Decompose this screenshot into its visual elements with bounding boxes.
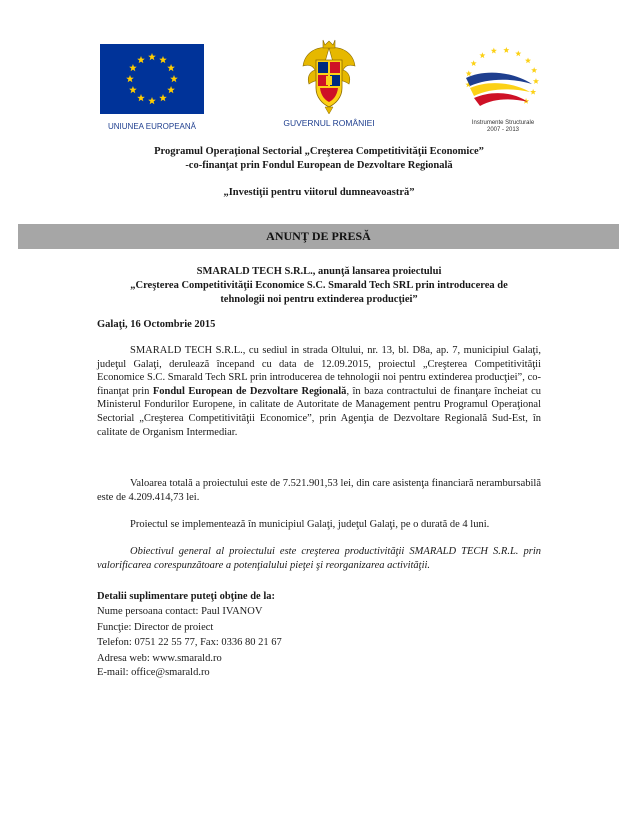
release-title-line-1: SMARALD TECH S.R.L., anunţă lansarea proiectului [196, 266, 442, 277]
star-icon [479, 52, 485, 58]
body-paragraph-2: Valoarea totală a proiectului este de 7.521.901,53 lei, din care asistenţa financiară nerambursabilă este de 4.209.414,73 lei. [97, 478, 541, 503]
press-release-banner: ANUNŢ DE PRESĂ [18, 224, 619, 249]
contact-web: Adresa web: www.smarald.ro [97, 653, 222, 664]
romanian-coat-of-arms-icon [299, 36, 359, 116]
eu-logo [100, 44, 204, 131]
body-paragraph-1-part-1: SMARALD TECH S.R.L., cu sediul in strada Oltului, nr. 13, bl. D8a, ap. 7, municipiul Galaţi, judeţul Galaţi, derulează începand cu data de 12.09.2015, proiectul „Creşterea Competitivităţii Economice S.C. Smarald Tech SRL prin introducerea de tehnologii noi pentru extinderea producţiei”, co-finanţat prin [97, 345, 541, 397]
release-title-line-2: „Creşterea Competitivităţii Economice S.C. Smarald Tech SRL prin introducerea de [130, 280, 508, 291]
contact-email: E-mail: office@smarald.ro [97, 667, 210, 678]
star-icon [515, 50, 521, 56]
contact-phone: Telefon: 0751 22 55 77, Fax: 0336 80 21 67 [97, 637, 282, 648]
programme-motto: „Investiţii pentru viitorul dumneavoastră” [223, 187, 415, 198]
body-paragraph-3: Proiectul se implementează în municipiul Galaţi, judeţul Galaţi, pe o durată de 4 luni. [130, 519, 490, 530]
eu-caption: UNIUNEA EUROPEANĂ [107, 122, 197, 131]
release-title-line-3: tehnologii noi pentru extinderea producţiei” [220, 294, 418, 305]
body-paragraph-1-part-2: , în baza contractului de finanţare încheiat cu Ministerul Fondurilor Europene, in calitate de Autoritate de Management pentru Programul Operaţional Sectorial „Creşterea Competitivităţii Economice”, prin Agenţia de Dezvoltare Regională Sud-Est, în calitate de Organism Intermediar. [97, 385, 541, 438]
government-logo [268, 36, 390, 128]
star-icon [471, 60, 477, 66]
star-icon [491, 48, 497, 54]
star-icon [525, 57, 531, 63]
contact-role: Funcţie: Director de proiect [97, 622, 214, 633]
body-paragraph-1-bold: Fondul European de Dezvoltare Regională [152, 385, 347, 397]
star-icon [531, 67, 537, 73]
structural-instruments-caption-1: Instrumente Structurale [471, 120, 535, 126]
body-paragraph-1 [97, 344, 541, 439]
government-caption: GUVERNUL ROMÂNIEI [283, 118, 375, 128]
star-icon [530, 89, 536, 95]
structural-instruments-icon [452, 40, 554, 120]
star-icon [533, 78, 539, 84]
structural-instruments-logo [452, 40, 554, 134]
eu-flag-icon [100, 44, 204, 114]
body-paragraph-4: Obiectivul general al proiectului este creşterea productivităţii SMARALD TECH S.R.L. prin valorificarea corespunzătoare a potenţialului pieţei şi reorganizarea activităţii. [97, 546, 541, 571]
programme-funding: -co-finanţat prin Fondul European de Dezvoltare Regională [185, 160, 453, 171]
structural-instruments-caption-2: 2007 - 2013 [486, 127, 520, 133]
contact-heading: Detalii suplimentare puteţi obţine de la: [97, 591, 276, 602]
date-line: Galaţi, 16 Octombrie 2015 [97, 319, 216, 330]
programme-title: Programul Operaţional Sectorial „Creşterea Competitivităţii Economice” [154, 146, 484, 157]
star-icon [466, 70, 472, 76]
contact-person: Nume persoana contact: Paul IVANOV [97, 606, 263, 617]
logo-strip [0, 36, 638, 136]
star-icon [503, 47, 509, 53]
